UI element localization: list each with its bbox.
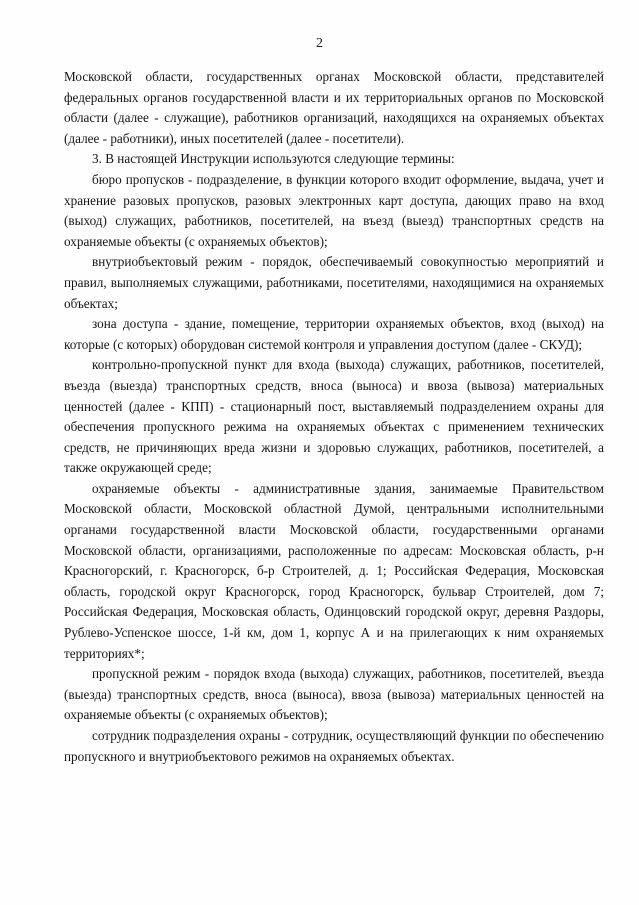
paragraph-terms-intro: 3. В настоящей Инструкции используются следующие термины: xyxy=(92,151,455,167)
document-body xyxy=(64,67,604,767)
paragraph-term-pass-bureau: бюро пропусков - подразделение, в функции которого входит оформление, выдача, учет и хранение разовых пропусков, разовых электронных карт доступа, дающих право на вход (выход) служащих, работников, посетителей, на въезд (выезд) транспортных средств на охраняемые объекты (с охраняемых объектов); xyxy=(64,171,604,249)
paragraph-term-protected-objects: охраняемые объекты - административные здания, занимаемые Правительством Московской области, Московской областной Думой, центральными исполнительными органами государственной власти Московской области, государственными органами Московской области, организациями, расположенные по адресам: Московская область, р-н Красногорский, г. Красногорск, б-р Строителей, д. 1; Российская Федерация, Московская область, городской округ Красногорск, город Красногорск, бульвар Строителей, дом 7; Российская Федерация, Московская область, Одинцовский городской округ, деревня Раздоры, Рублево-Успенское шоссе, 1-й км, дом 1, корпус А и на прилегающих к ним охраняемых территориях*; xyxy=(64,480,604,661)
paragraph-term-access-zone: зона доступа - здание, помещение, территории охраняемых объектов, вход (выход) на которые (с которых) оборудован системой контроля и управления доступом (далее - СКУД); xyxy=(64,316,604,352)
paragraph-term-security-officer: сотрудник подразделения охраны - сотрудник, осуществляющий функции по обеспечению пропускного и внутриобъектового режимов на охраняемых объектах. xyxy=(64,728,604,764)
paragraph-term-access-regime: пропускной режим - порядок входа (выхода) служащих, работников, посетителей, въезда (выезда) транспортных средств, вноса (выноса), ввоза (вывоза) материальных ценностей на охраняемые объекты (с охраняемых объектов); xyxy=(64,666,604,723)
page-number: 2 xyxy=(316,36,323,51)
paragraph-term-checkpoint: контрольно-пропускной пункт для входа (выхода) служащих, работников, посетителей, въезда (выезда) транспортных средств, вноса (выноса) и ввоза (вывоза) материальных ценностей (далее - КПП) - стационарный пост, выставляемый подразделением охраны для обеспечения пропускного режима на охраняемых объектах с применением технических средств, не причиняющих вреда жизни и здоровью служащих, работников, посетителей, а также окружающей среде; xyxy=(64,357,604,476)
paragraph-continuation: Московской области, государственных органах Московской области, представителей федеральных органов государственной власти и их территориальных органов по Московской области (далее - служащие), работников организаций, находящихся на охраняемых объектах (далее - работники), иных посетителей (далее - посетители). xyxy=(64,69,604,146)
paragraph-term-internal-regime: внутриобъектовый режим - порядок, обеспечиваемый совокупностью мероприятий и правил, выполняемых служащими, работниками, посетителями, находящимися на охраняемых объектах; xyxy=(64,254,604,311)
